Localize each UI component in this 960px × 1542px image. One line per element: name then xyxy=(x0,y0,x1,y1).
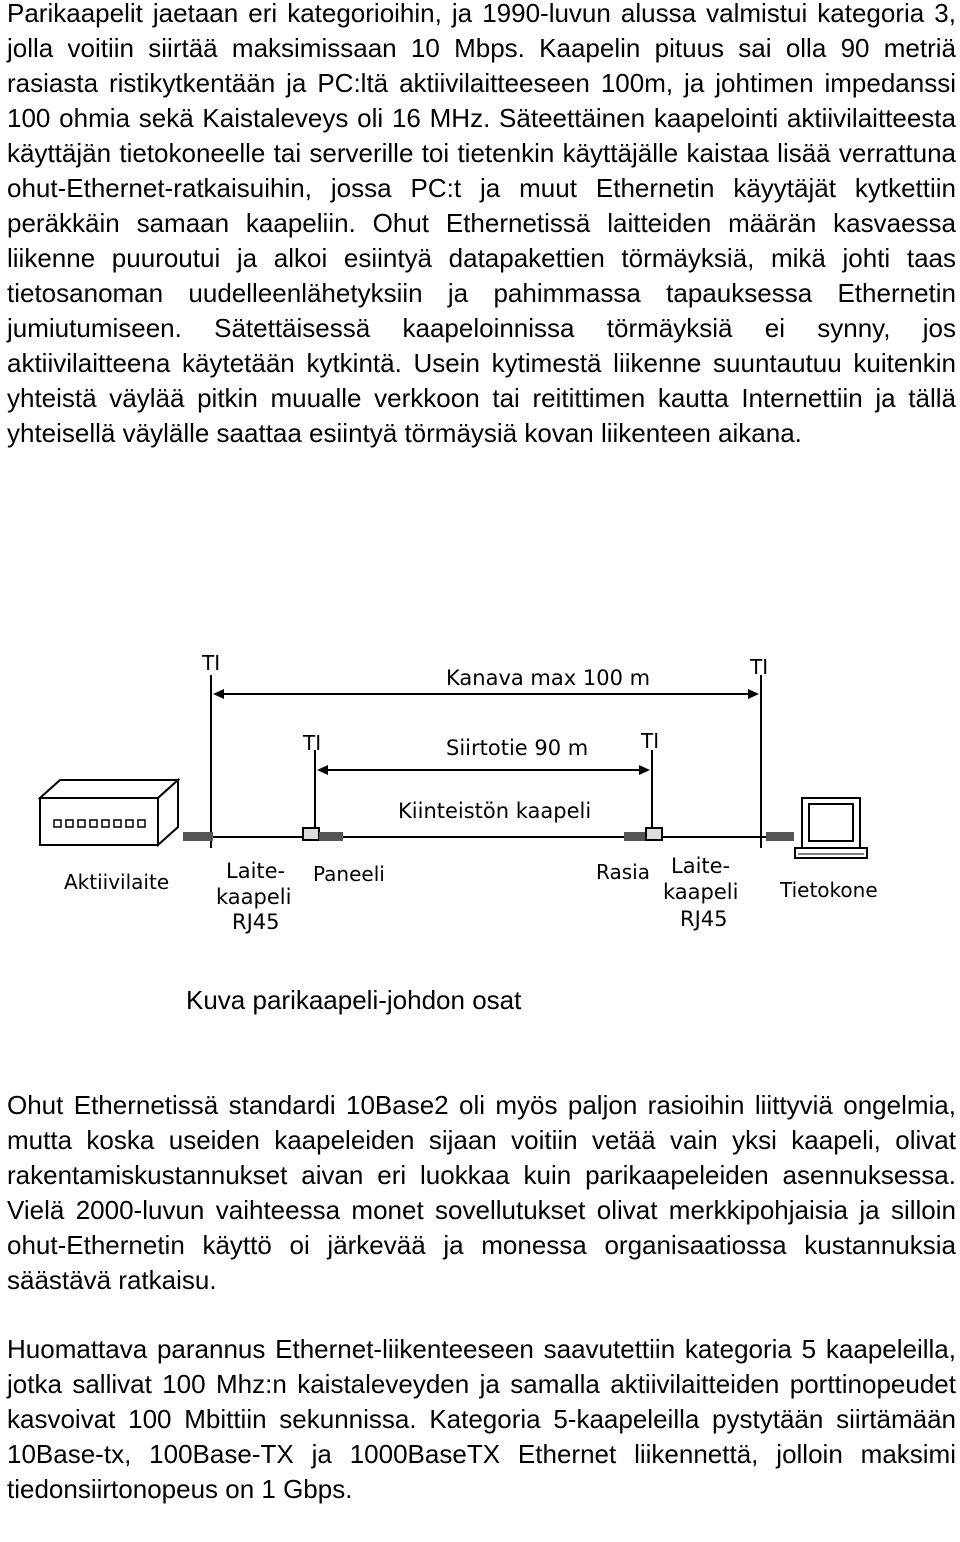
paneeli-label: Paneeli xyxy=(313,862,385,886)
paragraph-cable-categories: Parikaapelit jaetaan eri kategorioihin, ja 1990-luvun alussa valmistui kategoria 3, jolla voitiin siirtää maksimissaan 10 Mbps. Kaapelin pituus sai olla 90 metriä rasiasta ristikytkentään ja PC:ltä aktiivilaitteeseen 100m, ja johtimen impedanssi 100 ohmia sekä Kaistaleveys oli 16 MHz. Säteettäinen kaapelointi aktiivilaitteesta käyttäjän tietokoneelle tai serverille toi tietenkin käyttäjälle kaistaa lisää verrattuna ohut-Ethernet-ratkaisuihin, jossa PC:t ja muut Ethernetin käyytäjät kytkettiin peräkkäin samaan kaapeliin. Ohut Ethernetissä laitteiden määrän kasvaessa liikenne puuroutui ja alkoi esiintyä datapakettien törmäyksiä, mikä johti taas tietosanoman uudelleenlähetyksiin ja pahimmassa tapauksessa Ethernetin jumiutumiseen. Sätettäisessä kaapeloinnissa törmäyksiä ei synny, jos aktiivilaitteena käytetään kytkintä. Usein kytimestä liikenne suuntautuu kuitenkin yhteistä väylää pitkin muualle verkkoon tai reitittimen kautta Internettiin ja tällä yhteisellä väylälle saattaa esiintyä törmäysiä kovan liikenteen aikana. xyxy=(7,0,956,448)
ti-inner-left-label: TI xyxy=(303,731,322,755)
laite-left-line3: RJ45 xyxy=(232,910,280,934)
patch-panel-icon xyxy=(303,828,319,840)
kanava-arrow-left-head xyxy=(213,689,224,699)
siirtotie-arrow-left-head xyxy=(317,765,328,775)
laite-left-line1: Laite- xyxy=(226,859,286,883)
paragraph-category-5: Huomattava parannus Ethernet-liikenteeseen saavutettiin kategoria 5 kaapeleilla, jotka sallivat 100 Mhz:n kaistaleveyden ja samalla aktiivilaitteiden porttinopeudet kasvoivat 100 Mbittiin sekunnissa. Kategoria 5-kaapeleilla pystytään siirtämään 10Base-tx, 100Base-TX ja 1000BaseTX Ethernet liikennettä, jolloin maksimi tiedonsiirtonopeus on 1 Gbps. xyxy=(7,1334,956,1504)
paragraph-thin-ethernet: Ohut Ethernetissä standardi 10Base2 oli myös paljon rasioihin liittyviä ongelmia, mutta koska useiden kaapeleiden sijaan voitiin vetää vain yksi kaapeli, olivat rakentamiskustannukset aivan eri luokkaa kuin parikaapeleiden asennuksessa. Vielä 2000-luvun vaihteessa monet sovellutukset olivat merkkipohjaisia ja silloin ohut-Ethernetin käyttö oi järkevää ja monessa organisaatiossa kustannuksia säästävä ratkaisu. xyxy=(7,1090,956,1295)
rasia-label: Rasia xyxy=(596,860,650,884)
wall-outlet-icon xyxy=(646,828,662,840)
computer-icon xyxy=(795,798,867,858)
active-device-icon xyxy=(40,780,178,845)
cabling-diagram-svg xyxy=(0,630,960,950)
outlet-connector xyxy=(624,832,646,841)
ti-right-label: TI xyxy=(750,655,769,679)
tietokone-label: Tietokone xyxy=(780,878,878,902)
siirtotie-arrow-right-head xyxy=(639,765,650,775)
computer-connector xyxy=(766,832,794,841)
siirtotie-label: Siirtotie 90 m xyxy=(446,736,589,760)
kanava-arrow-right-head xyxy=(748,689,759,699)
aktiivilaite-label: Aktiivilaite xyxy=(64,870,170,894)
laite-right-line1: Laite- xyxy=(671,854,731,878)
ti-inner-right-label: TI xyxy=(641,729,660,753)
laite-right-line2: kaapeli xyxy=(663,880,739,904)
patch-panel-connector xyxy=(319,832,343,841)
ti-left-label: TI xyxy=(202,651,221,675)
kanava-label: Kanava max 100 m xyxy=(446,666,651,690)
figure-caption: Kuva parikaapeli-johdon osat xyxy=(186,985,522,1015)
active-device-connector xyxy=(183,832,213,841)
kiinteiston-kaapeli-label: Kiinteistön kaapeli xyxy=(398,799,592,823)
laite-right-line3: RJ45 xyxy=(680,907,728,931)
laite-left-line2: kaapeli xyxy=(216,885,292,909)
cabling-diagram xyxy=(0,630,960,950)
